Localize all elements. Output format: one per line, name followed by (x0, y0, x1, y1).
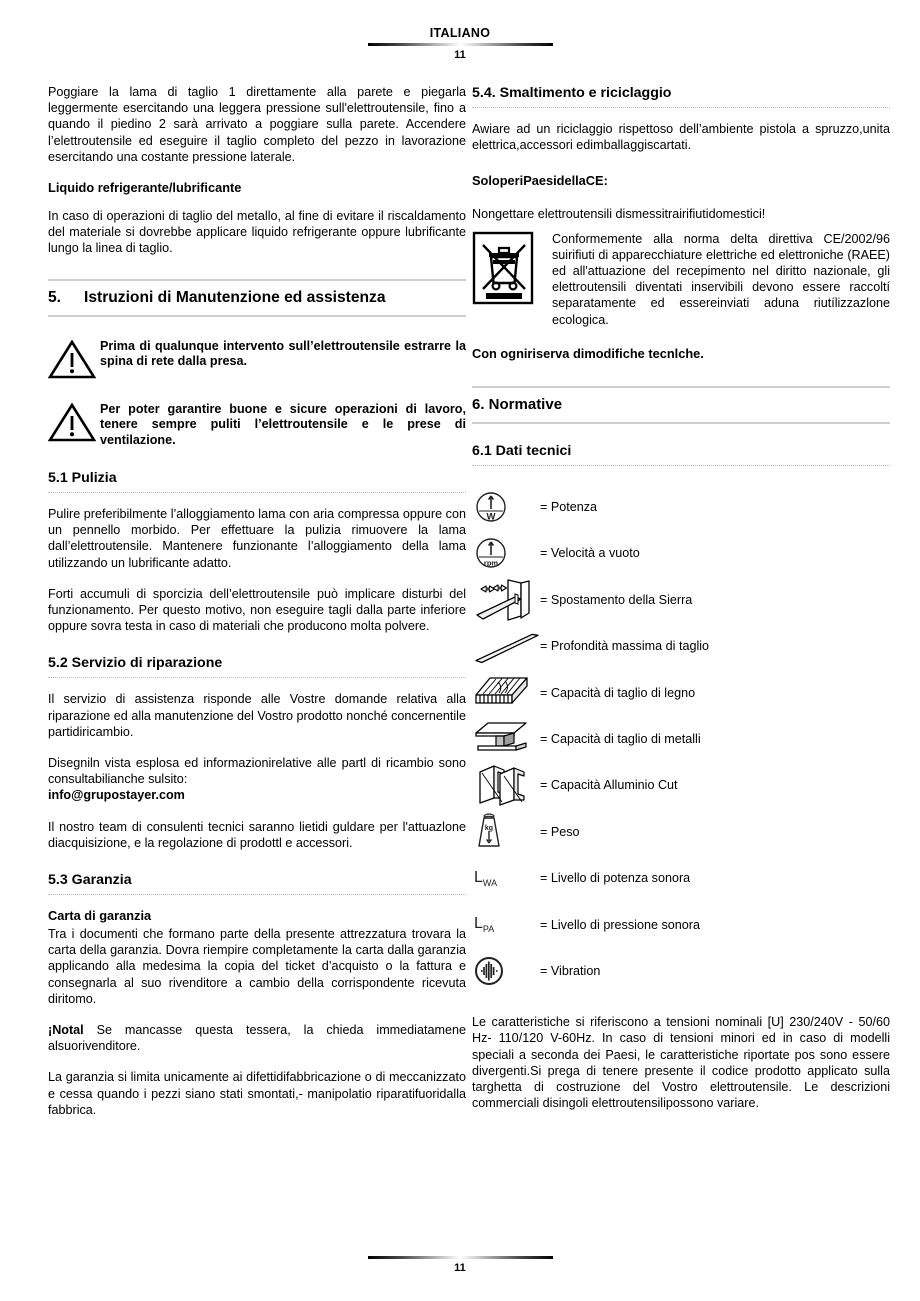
section-6-title-row (472, 388, 890, 422)
paragraph-caratteristiche: Le caratteristiche si riferiscono a tensioni nominali [U] 230/240V - 50/60 Hz- 110/120 V-60Hz. In caso di tensioni minori ed in caso di modelli speciali a seconda dei Paesi, le caratteristiche riportate pos sono essere divergenti.Si prega di tenere presente il codice prodotto applicato sulla targhetta di costruzione del Vostro elettroutensile. Le descrizioni commerciali disingoli elettroutensilipossono variare. (472, 1015, 890, 1111)
section-53-dotted-rule (48, 894, 466, 895)
legend-label: = Capacità di taglio di legno (540, 685, 696, 700)
legend-row (472, 762, 890, 808)
no-load-speed-rpm-icon (472, 530, 540, 576)
cutting-depth-icon (472, 623, 540, 669)
page-title: ITALIANO (429, 26, 491, 40)
legend-row (472, 948, 890, 994)
paragraph-intro (48, 84, 466, 165)
crossed-out-wheelie-bin-icon (472, 231, 552, 310)
legend-row (472, 716, 890, 762)
metal-cut-capacity-icon (472, 716, 540, 762)
section-54-title: 5.4. Smaltimento e riciclaggio (472, 85, 672, 101)
legend-label: = Capacità Alluminio Cut (540, 778, 678, 793)
section-5-heading (48, 279, 466, 317)
saw-stroke-icon (472, 577, 540, 623)
legend-label: = Velocità a vuoto (540, 546, 640, 561)
legend-label: = Capacità di taglio di metalli (540, 731, 701, 746)
footer-page-number: 11 (454, 1262, 466, 1274)
paragraph-limite-garanzia: La garanzia si limita unicamente ai difettidifabbricazione o di meccanizzato e cessa quando i pezzi siano stati smontati,- manipolatio riparatifuoridalla fabbrica. (48, 1070, 466, 1117)
warning-triangle-icon (48, 337, 100, 384)
section-53-title: 5.3 Garanzia (48, 872, 132, 889)
heading-carta-garanzia: Carta di garanzia (48, 908, 152, 924)
legend-row (472, 577, 890, 623)
section-53-heading (48, 871, 466, 895)
section-5-title: Istruzioni di Manutenzione ed assistenza (84, 288, 386, 306)
section-rule-bottom (48, 315, 466, 317)
paragraph-riciclaggio: Awiare ad un riciclaggio rispettoso dell’ambiente pistola a spruzzo,unita elettrica,accessori edimballaggiscartati. (472, 122, 890, 153)
legend-label: = Peso (540, 824, 580, 839)
contact-email-text: info@grupostayer.com (48, 788, 185, 803)
legend-row (472, 669, 890, 715)
weee-text: Conformemente alla norma delta direttiva CE/2002/96 suirifiuti di apparecchiature elettriche ed elettroniche (RAEE) ed all'attuazione del recepimento nel diritto nazionale, gli elettroutensili diventati inservibili devono essere raccoltí separatamente ed essereinviati aduna riutílizzazlone ecologica. (552, 231, 890, 327)
sound-power-lwa-icon: $L_{WA}$ (474, 868, 498, 888)
section-51-heading (48, 469, 466, 493)
paragraph-nota (48, 1022, 466, 1054)
paragraph-liquido: In caso di operazioni di taglio del metallo, al fine di evitare il riscaldamento del materiale si dovrebbe applicare liquido refrigerante oppure lubrificante lungo la linea di taglio. (48, 209, 466, 256)
legend-row (472, 809, 890, 855)
legend-label: = Profondità massima di taglio (540, 639, 710, 654)
page-header (0, 26, 920, 62)
section-61-heading (472, 442, 890, 466)
warning-triangle-icon (48, 400, 100, 447)
section-5-number: 5. (48, 288, 62, 306)
power-watt-icon (472, 484, 540, 530)
legend-label: = Livello di pressione sonora (540, 917, 700, 932)
section-51-title: 5.1 Pulizia (48, 470, 117, 487)
wood-cut-capacity-icon (472, 670, 540, 716)
paragraph-intro-text: Poggiare la lama di taglio 1 direttamente alla parete e piegarla leggermente esercitando una leggera pressione sull'elettroutensile, fino a quando il piedino 2 sarà arrivato a poggiare sulla parete. Accendere l’elettroutensile ed eseguire il taglio completo del pezzo in lavorazione esercitando una costante pressione laterale. (48, 85, 466, 164)
paragraph-carta-garanzia: Tra i documenti che formano parte della presente attrezzatura trovara la carta della garanzia. Dovra riempire completamente la carta dalla garanzia applicando alla medesima la copia del ticket d’acquisto o la fattura e consegnarla al suo rivenditore a cambio della corrispondente ricevuta diritomo. (48, 927, 466, 1006)
nota-label: ¡Notal (48, 1023, 84, 1038)
paragraph-pulizia-2: Forti accumuli di sporcizia dell’elettroutensile può implicare disturbi del funzionamento. Per questo motivo, non eseguire tagli dalla parte inferiore oppure sovra testa in caso di materiali che producono molta polvere. (48, 586, 466, 634)
section-61-dotted-rule (472, 465, 890, 466)
paragraph-non-gettare: Nongettare elettroutensili dismessitrairifiutidomestici! (472, 207, 766, 222)
weight-kg-icon (472, 809, 540, 855)
section-54-dotted-rule (472, 107, 890, 108)
legend-row (472, 855, 890, 901)
weee-block (472, 231, 890, 328)
section-52-title: 5.2 Servizio di riparazione (48, 655, 223, 672)
contact-email (48, 787, 466, 803)
svg-text:kg: kg (484, 824, 494, 832)
legend-label: = Livello di potenza sonora (540, 871, 691, 886)
svg-text:rpm: rpm (483, 558, 499, 568)
warning-block-2 (48, 400, 466, 449)
heading-solo-paesi-ce: SoloperiPaesidellaCE: (472, 173, 608, 189)
warning-text-1: Prima di qualunque intervento sull’elettroutensile estrarre la spina di rete dalla presa. (100, 338, 466, 369)
legend-row (472, 901, 890, 947)
header-divider (368, 43, 553, 46)
sound-pressure-lpa-icon: $L_{PA}$ (474, 914, 495, 935)
warning-text-2: Per poter garantire buone e sicure operazioni di lavoro, tenere sempre puliti l’elettroutensile e le prese di ventilazione. (100, 401, 466, 448)
aluminium-cut-icon (472, 762, 540, 808)
technical-symbols-legend (472, 484, 890, 994)
paragraph-pulizia-1: Pulire preferibilmente l’alloggiamento lama con aria compressa oppure con un pennello morbido. Per effettuare la pulizia rimuovere la lama dall’elettroutensile. Mantenere funzionante l’alloggiamento della lama utilizzando un lubrificante adatto. (48, 507, 466, 570)
section-6-heading (472, 386, 890, 424)
header-page-number: 11 (454, 49, 466, 61)
legend-row (472, 530, 890, 576)
section-54-heading (472, 84, 890, 108)
section-51-dotted-rule (48, 492, 466, 493)
right-column (472, 84, 890, 1126)
legend-row (472, 484, 890, 530)
legend-label: = Spostamento della Sierra (540, 592, 693, 607)
section-52-dotted-rule (48, 677, 466, 678)
section-6-rule-bottom (472, 422, 890, 424)
legend-label: = Vibration (540, 963, 601, 978)
legend-label: = Potenza (540, 500, 598, 515)
nota-text: Se mancasse questa tessera, la chieda immediatamene alsuorivenditore. (48, 1023, 466, 1054)
svg-text:W: W (486, 511, 496, 523)
heading-liquido-refrigerante: Liquido refrigerante/lubrificante (48, 180, 242, 196)
warning-block-1 (48, 337, 466, 384)
page-footer (0, 1256, 920, 1275)
section-6-title: 6. Normative (472, 395, 563, 413)
left-column (48, 84, 466, 1133)
paragraph-servizio-2: Disegniln vista esplosa ed informazionirelative alle partl di ricambio sono consultabilianche sulsito: (48, 756, 466, 787)
section-52-heading (48, 654, 466, 678)
legend-row (472, 623, 890, 669)
vibration-icon (472, 948, 540, 994)
paragraph-servizio-1: Il servizio di assistenza risponde alle Vostre domande relativa alla riparazione ed alla manutenzione del Vostro prodotto nonché concernentile partidiricambio. (48, 692, 466, 739)
paragraph-servizio-3: Il nostro team di consulenti tecnici saranno lietidi guldare per l'attuazlone diacquisizione, e la regolazione di prodottl e accessori. (48, 819, 466, 850)
footer-divider (368, 1256, 553, 1259)
section-61-title: 6.1 Dati tecnici (472, 442, 572, 459)
section-5-title-row (48, 281, 466, 315)
heading-riserva-modifiche: Con ogniriserva dimodifiche tecnlche. (472, 345, 704, 361)
